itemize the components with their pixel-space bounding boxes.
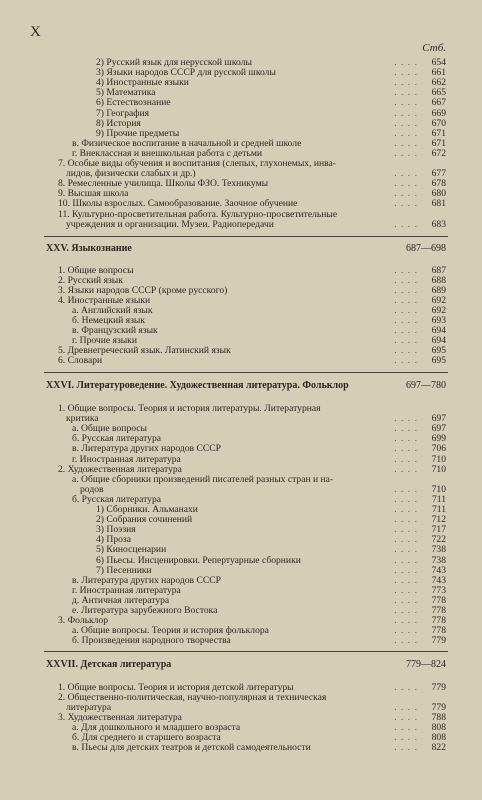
leader-dots: . . . .: [394, 137, 418, 149]
toc-entry-column: 694: [431, 325, 446, 336]
toc-entry-title: 2) Русский язык для нерусской школы: [96, 58, 252, 68]
toc-entry-column: 695: [431, 355, 446, 366]
page-number: X: [30, 24, 41, 40]
leader-dots: . . . .: [394, 433, 418, 445]
toc-entry-title: а. Общие вопросы. Теория и история фольклора: [72, 626, 269, 637]
toc-entry-title: а. Общие вопросы: [72, 424, 147, 435]
section-range: 779—824: [406, 659, 446, 670]
toc-entry-title: 10. Школы взрослых. Самообразование. Заочное обучение: [58, 199, 298, 210]
leader-dots: . . . .: [394, 493, 418, 505]
toc-entry-column: 710: [431, 483, 446, 495]
leader-dots: . . . .: [394, 127, 418, 139]
leader-dots: . . . .: [394, 564, 418, 576]
toc-entry-column: 697: [431, 413, 446, 425]
toc-entry-column: 711: [431, 493, 446, 505]
section-title: XXVII. Детская литература: [46, 659, 172, 670]
toc-entry-column: 683: [431, 218, 446, 230]
toc-entry-column: 773: [431, 584, 446, 596]
toc-entry-column: 677: [431, 168, 446, 180]
toc-entry-title: в. Физическое воспитание в начальной и средней школе: [72, 138, 302, 149]
toc-entry-column: 665: [431, 87, 446, 99]
leader-dots: . . . .: [394, 198, 418, 210]
toc-entry-column: 670: [431, 117, 446, 129]
section-title: XXVI. Литературоведение. Художественная литература. Фольклор: [46, 380, 349, 391]
leader-dots: . . . .: [394, 315, 418, 326]
leader-dots: . . . .: [394, 188, 418, 200]
toc-entry-title: б. Русская литература: [72, 494, 162, 505]
toc-entry-column: 712: [431, 514, 446, 526]
toc-entry-column: 808: [431, 722, 446, 733]
toc-entry-title: 8. Ремесленные училища. Школы ФЗО. Техникумы: [58, 179, 269, 190]
toc-entry-column: 667: [431, 97, 446, 109]
toc-entry-column: 711: [431, 504, 446, 515]
leader-dots: . . . .: [394, 168, 418, 180]
toc-entry-title: 4) Проза: [96, 535, 131, 546]
toc-entry-column: 681: [431, 198, 446, 210]
leader-dots: . . . .: [394, 594, 418, 606]
toc-entry-column: 788: [431, 712, 446, 723]
toc-entry-title: 1. Общие вопросы: [58, 266, 134, 276]
leader-dots: . . . .: [394, 453, 418, 465]
leader-dots: . . . .: [394, 107, 418, 119]
leader-dots: . . . .: [394, 534, 418, 546]
toc-entry-column: 671: [431, 137, 446, 149]
toc-entry-title: е. Литература зарубежного Востока: [72, 606, 218, 616]
toc-entry-title: 6. Словари: [58, 356, 103, 366]
toc-entry-column: 779: [431, 702, 446, 713]
toc-entry-title: в. Литература других народов СССР: [72, 575, 222, 586]
section-rule: [44, 372, 448, 373]
toc-entry-title: 1. Общие вопросы. Теория и история литературы. Литературная: [58, 404, 321, 414]
leader-dots: . . . .: [394, 413, 418, 425]
toc-entry-column: 778: [431, 605, 446, 616]
leader-dots: . . . .: [394, 265, 418, 276]
toc-entry-title: 3. Языки народов СССР (кроме русского): [58, 286, 228, 296]
leader-dots: . . . .: [394, 544, 418, 556]
toc-entry-title: 4) Иностранные языки: [96, 78, 189, 89]
toc-entry-title: 3. Фольклор: [58, 616, 109, 627]
toc-entry-column: 662: [431, 77, 446, 89]
leader-dots: . . . .: [394, 77, 418, 89]
section-range: 687—698: [406, 243, 446, 254]
leader-dots: . . . .: [394, 147, 418, 159]
toc-entry-column: 710: [431, 463, 446, 475]
leader-dots: . . . .: [394, 483, 418, 495]
toc-entry-title: литература: [66, 703, 112, 713]
toc-entry-title: 5. Древнегреческий язык. Латинский язык: [58, 346, 231, 356]
toc-entry-title: 9. Высшая школа: [58, 189, 129, 200]
leader-dots: . . . .: [394, 605, 418, 616]
leader-dots: . . . .: [394, 554, 418, 566]
leader-dots: . . . .: [394, 87, 418, 99]
leader-dots: . . . .: [394, 742, 418, 753]
toc-entry-title: 3. Художественная литература: [58, 713, 182, 723]
toc-entry-column: 689: [431, 285, 446, 296]
toc-entry-column: 694: [431, 335, 446, 346]
toc-entry-title: г. Внеклассная и внешкольная работа с детьми: [72, 148, 263, 159]
toc-entry-column: 808: [431, 732, 446, 743]
leader-dots: . . . .: [394, 117, 418, 129]
toc-entry-title: 3) Поэзия: [96, 525, 136, 536]
toc-entry-title: лидов, физически слабых и др.): [66, 169, 196, 180]
column-header: Стб.: [422, 42, 446, 54]
toc-entry-title: родов: [80, 484, 104, 495]
toc-entry-title: 9) Прочие предметы: [96, 128, 180, 139]
toc-entry-title: 2. Общественно-политическая, научно-популярная и техническая: [58, 693, 327, 703]
leader-dots: . . . .: [394, 285, 418, 296]
toc-entry-title: 3) Языки народов СССР для русской школы: [96, 68, 276, 79]
leader-dots: . . . .: [394, 335, 418, 346]
leader-dots: . . . .: [394, 345, 418, 356]
toc-entry-column: 661: [431, 67, 446, 79]
toc-entry-title: б. Немецкий язык: [72, 316, 145, 326]
toc-entry-title: 2. Русский язык: [58, 276, 123, 286]
toc-entry-title: 2. Художественная литература: [58, 464, 182, 475]
leader-dots: . . . .: [394, 355, 418, 366]
toc-entry-title: в. Французский язык: [72, 326, 158, 336]
toc-entry-column: 672: [431, 147, 446, 159]
leader-dots: . . . .: [394, 635, 418, 647]
toc-entry-column: 710: [431, 453, 446, 465]
toc-entry-column: 778: [431, 625, 446, 637]
toc-entry-title: 7) География: [96, 108, 150, 119]
toc-entry-column: 706: [431, 443, 446, 455]
toc-entry-column: 722: [431, 534, 446, 546]
leader-dots: . . . .: [394, 584, 418, 596]
leader-dots: . . . .: [394, 524, 418, 536]
toc-entry-title: г. Иностранная литература: [72, 454, 181, 465]
toc-entry-title: 2) Собрания сочинений: [96, 515, 193, 526]
toc-entry-title: 8) История: [96, 118, 141, 129]
toc-entry-title: критика: [66, 414, 99, 425]
toc-entry-title: д. Античная литература: [72, 595, 170, 606]
toc-entry-column: 692: [431, 295, 446, 306]
leader-dots: . . . .: [394, 574, 418, 586]
toc-entry-title: г. Прочие языки: [72, 336, 137, 346]
leader-dots: . . . .: [394, 218, 418, 230]
toc-entry-title: 7. Особые виды обучения и воспитания (слепых, глухонемых, инва-: [58, 159, 336, 169]
toc-entry-title: 4. Иностранные языки: [58, 296, 151, 306]
toc-entry-column: 778: [431, 615, 446, 627]
toc-entry-column: 738: [431, 544, 446, 556]
toc-entry-title: 11. Культурно-просветительная работа. Культурно-просветительные: [58, 209, 338, 220]
leader-dots: . . . .: [394, 178, 418, 190]
leader-dots: . . . .: [394, 443, 418, 455]
leader-dots: . . . .: [394, 722, 418, 733]
toc-entry-column: 778: [431, 594, 446, 606]
toc-entry-column: 743: [431, 574, 446, 586]
leader-dots: . . . .: [394, 275, 418, 286]
toc-entry-column: 693: [431, 315, 446, 326]
section-title: XXV. Языкознание: [46, 243, 132, 254]
toc-entry-column: 692: [431, 305, 446, 316]
toc-entry-title: 1. Общие вопросы. Теория и история детской литературы: [58, 683, 294, 693]
leader-dots: . . . .: [394, 423, 418, 435]
toc-entry-column: 671: [431, 127, 446, 139]
toc-entry-title: в. Пьесы для детских театров и детской самодеятельности: [72, 743, 311, 753]
toc-entry-column: 654: [431, 57, 446, 68]
leader-dots: . . . .: [394, 305, 418, 316]
leader-dots: . . . .: [394, 712, 418, 723]
toc-entry-title: а. Для дошкольного и младшего возраста: [72, 723, 241, 733]
toc-entry-title: 6) Пьесы. Инсценировки. Репертуарные сборники: [96, 555, 301, 566]
toc-entry-column: 697: [431, 423, 446, 435]
section-rule: [44, 236, 448, 237]
leader-dots: . . . .: [394, 732, 418, 743]
toc-entry-column: 738: [431, 554, 446, 566]
toc-entry-column: 688: [431, 275, 446, 286]
toc-entry-title: учреждения и организации. Музеи. Радиопередачи: [66, 219, 274, 230]
section-rule: [44, 651, 448, 652]
toc-entry-title: б. Русская литература: [72, 434, 162, 445]
toc-entry-title: а. Общие сборники произведений писателей разных стран и на-: [72, 474, 334, 485]
toc-entry-title: 5) Математика: [96, 88, 156, 99]
leader-dots: . . . .: [394, 463, 418, 475]
toc-entry-column: 678: [431, 178, 446, 190]
toc-entry-title: 1) Сборники. Альманахи: [96, 505, 198, 515]
leader-dots: . . . .: [394, 615, 418, 627]
leader-dots: . . . .: [394, 325, 418, 336]
toc-entry-title: б. Произведения народного творчества: [72, 636, 231, 647]
leader-dots: . . . .: [394, 625, 418, 637]
toc-entry-column: 699: [431, 433, 446, 445]
toc-entry-title: б. Для среднего и старшего возраста: [72, 733, 221, 743]
toc-entry-column: 822: [431, 742, 446, 753]
leader-dots: . . . .: [394, 97, 418, 109]
leader-dots: . . . .: [394, 514, 418, 526]
toc-entry-column: 687: [431, 265, 446, 276]
toc-entry-column: 680: [431, 188, 446, 200]
toc-entry-column: 669: [431, 107, 446, 119]
toc-entry-title: в. Литература других народов СССР: [72, 444, 222, 455]
leader-dots: . . . .: [394, 57, 418, 68]
toc-entry-title: 6) Естествознание: [96, 98, 171, 109]
toc-entry-column: 695: [431, 345, 446, 356]
leader-dots: . . . .: [394, 295, 418, 306]
toc-entry-column: 717: [431, 524, 446, 536]
section-range: 697—780: [406, 380, 446, 391]
leader-dots: . . . .: [394, 682, 418, 693]
toc-entry-title: 5) Киносценарии: [96, 545, 167, 556]
toc-entry-column: 743: [431, 564, 446, 576]
toc-entry-column: 779: [431, 635, 446, 647]
toc-entry-title: г. Иностранная литература: [72, 585, 181, 596]
leader-dots: . . . .: [394, 67, 418, 79]
toc-entry-column: 779: [431, 682, 446, 693]
toc-entry-title: 7) Песенники: [96, 565, 152, 576]
toc-entry-title: а. Английский язык: [72, 306, 153, 316]
leader-dots: . . . .: [394, 504, 418, 515]
leader-dots: . . . .: [394, 702, 418, 713]
